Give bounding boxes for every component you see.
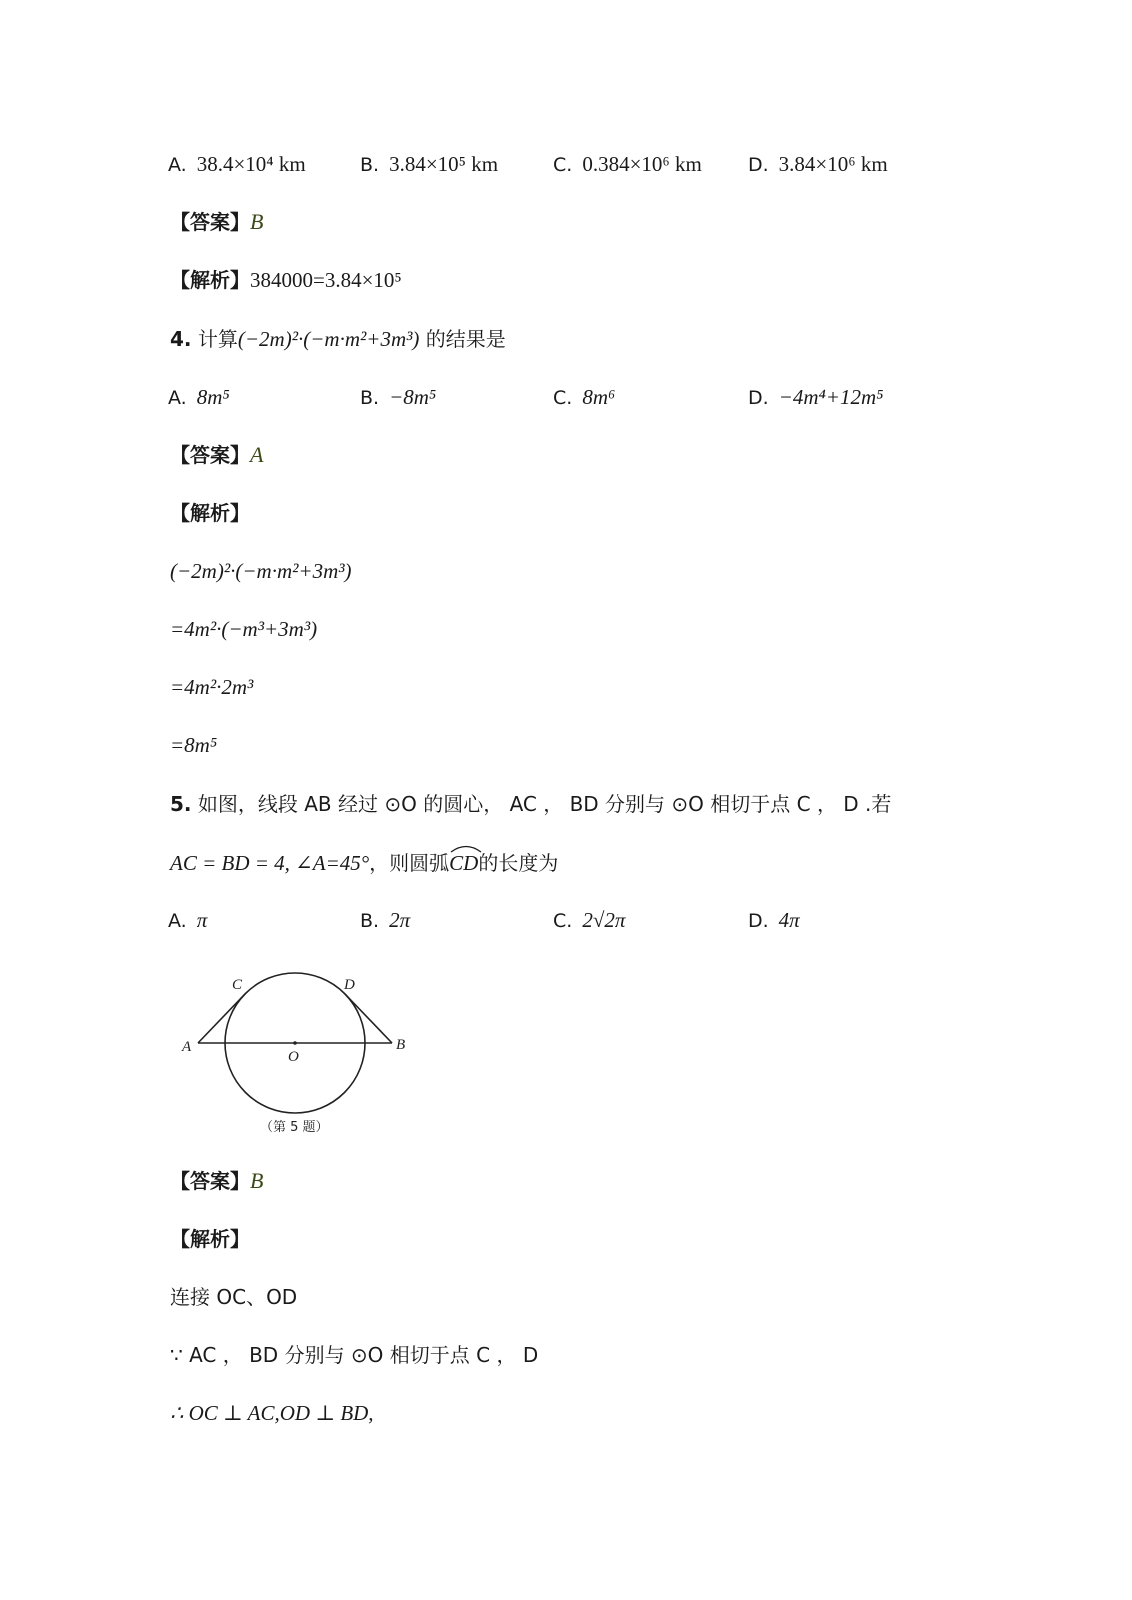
q3-option-d: D. 3.84×10⁶ km: [748, 152, 888, 176]
q5-figure: [178, 965, 428, 1145]
q4-option-d: D. −4m⁴+12m⁵: [748, 385, 884, 409]
q4-analysis-tag: 【解析】: [170, 501, 250, 525]
label-c: C: [232, 977, 243, 993]
q5-stem-line1: 5. 如图，线段 AB 经过 ⊙O 的圆心， AC ， BD 分别与 ⊙O 相切于点 C ， D .若: [170, 792, 892, 816]
q4-option-b: B. −8m⁵: [360, 385, 437, 409]
q5-stem-line2: AC = BD = 4, ∠A=45°，则圆弧 CD的长度为: [170, 849, 558, 877]
center-dot: [293, 1041, 297, 1045]
q5-analysis-tag: 【解析】: [170, 1227, 250, 1251]
q4-option-c: C. 8m⁶: [553, 385, 616, 409]
q3-option-a: A. 38.4×10⁴ km: [168, 152, 306, 176]
arc-mark-icon: [449, 843, 483, 853]
q5-step-3: ∴ OC ⊥ AC,OD ⊥ BD,: [170, 1401, 374, 1425]
figure-caption: （第 5 题）: [260, 1120, 329, 1135]
label-a: A: [182, 1039, 192, 1055]
arc-cd-label: CD: [449, 849, 478, 877]
q5-answer: 【答案】B: [170, 1168, 264, 1193]
q5-option-d: D. 4π: [748, 908, 800, 932]
q4-step-4: =8m⁵: [170, 733, 218, 757]
q3-option-c: C. 0.384×10⁶ km: [553, 152, 702, 176]
q4-stem: 4. 计算(−2m)²·(−m·m²+3m³) 的结果是: [170, 327, 506, 351]
q4-step-1: (−2m)²·(−m·m²+3m³): [170, 559, 352, 583]
label-o: O: [288, 1049, 299, 1065]
q3-analysis: 【解析】384000=3.84×10⁵: [170, 268, 402, 292]
q4-answer: 【答案】A: [170, 442, 264, 467]
q5-option-c: C. 2√2π: [553, 908, 626, 932]
q4-step-2: =4m²·(−m³+3m³): [170, 617, 318, 641]
tangent-ac: [198, 994, 245, 1043]
tangent-bd: [345, 994, 392, 1043]
q4-option-a: A. 8m⁵: [168, 385, 230, 409]
q5-option-b: B. 2π: [360, 908, 411, 932]
q3-option-b: B. 3.84×10⁵ km: [360, 152, 499, 176]
q5-step-2: ∵ AC ， BD 分别与 ⊙O 相切于点 C ， D: [170, 1343, 539, 1367]
label-d: D: [344, 977, 355, 993]
q5-step-1: 连接 OC、OD: [170, 1285, 298, 1309]
q3-answer: 【答案】B: [170, 209, 264, 234]
q4-step-3: =4m²·2m³: [170, 675, 254, 699]
label-b: B: [396, 1037, 406, 1053]
q5-option-a: A. π: [168, 908, 208, 932]
